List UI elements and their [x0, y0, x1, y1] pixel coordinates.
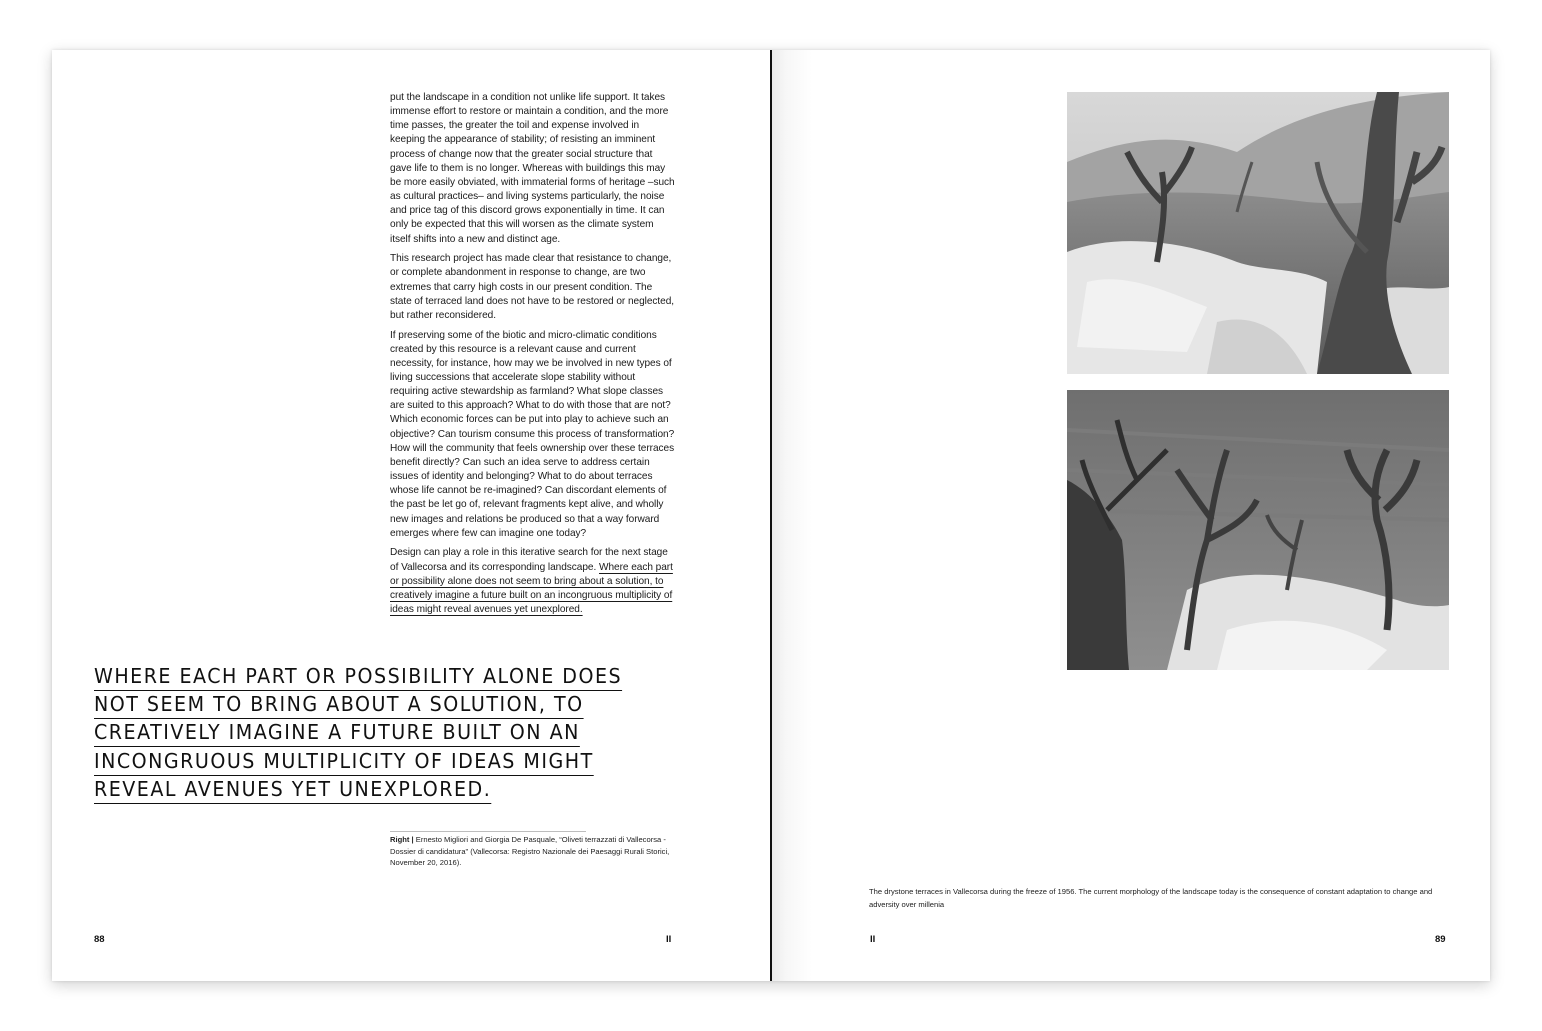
paragraph-2: This research project has made clear that resistance to change, or complete abandonment in response to change, are two extremes that carry high costs in our present condition. The state of terraced land does not have to be restored or neglected, but rather reconsidered. — [390, 253, 675, 321]
paragraph-4 — [390, 546, 676, 617]
right-page — [772, 50, 1490, 981]
section-marker-right: II — [870, 934, 876, 945]
credit-divider — [390, 831, 586, 832]
page-number-right: 89 — [1435, 934, 1446, 945]
paragraph-4-start: Design can play a role in this iterative search for the next stage of Vallecorsa and its corresponding landscape. — [390, 547, 668, 573]
olive-trees-terraces-photo-bottom — [1067, 390, 1449, 670]
olive-trees-terraces-photo-top — [1067, 92, 1449, 374]
paragraph-1: put the landscape in a condition not unlike life support. It takes immense effort to restore or maintain a condition, and the more time passes, the greater the toil and expense involved in keeping the appearance of stability; of resisting an imminent process of change now that the greater social structure that gave life to them is no longer. Whereas with buildings this may be more easily obviated, with immaterial forms of heritage –such as cultural practices– and living systems particularly, the noise and price tag of this discord grows exponentially in time. It can only be expected that this will worsen as the climate system itself shifts into a new and distinct age. — [390, 92, 675, 245]
photo-caption: The drystone terraces in Vallecorsa during the freeze of 1956. The current morphology of the landscape today is the consequence of constant adaptation to change and adversity over millenia — [869, 887, 1433, 909]
page-number-left: 88 — [94, 934, 105, 945]
pull-quote: WHERE EACH PART OR POSSIBILITY ALONE DOES NOT SEEM TO BRING ABOUT A SOLUTION, TO CREATIVELY IMAGINE A FUTURE BUILT ON AN INCONGRUOUS MULTIPLICITY OF IDEAS MIGHT REVEAL AVENUES YET UNEXPLORED. — [94, 664, 623, 801]
image-credit — [390, 834, 680, 869]
left-page — [52, 50, 770, 981]
credit-label: Right | — [390, 835, 414, 844]
body-text-column — [390, 91, 676, 623]
credit-text: Ernesto Migliori and Giorgia De Pasquale, “Oliveti terrazzati di Vallecorsa - Dossier di candidatura” (Vallecorsa: Registro Nazionale dei Paesaggi Rurali Storici, November 20, 2016). — [390, 835, 670, 868]
paragraph-4-underlined: Where each part or possibility alone does not seem to bring about a solution, to creatively imagine a future built on an incongruous multiplicity of ideas might reveal avenues yet unexplored. — [390, 561, 673, 615]
paragraph-3: If preserving some of the biotic and micro-climatic conditions created by this resource is a relevant cause and current necessity, for instance, how may we be involved in new types of living successions that accelerate slope stability without requiring active stewardship as farmland? What slope classes are suited to this approach? What to do with those that are not? Which economic forces can be put into play to achieve such an objective? Can tourism consume this process of transformation? How will the community that feels ownership over these terraces benefit directly? Can such an idea serve to address certain issues of identity and belonging? What to do about terraces whose life cannot be re-imagined? Can discordant elements of the past be let go of, relevant fragments kept alive, and wholly new images and relations be produced so that a way forward emerges where few can imagine one today? — [390, 329, 675, 539]
section-marker-left: II — [666, 934, 672, 945]
book-spread — [52, 50, 1490, 981]
